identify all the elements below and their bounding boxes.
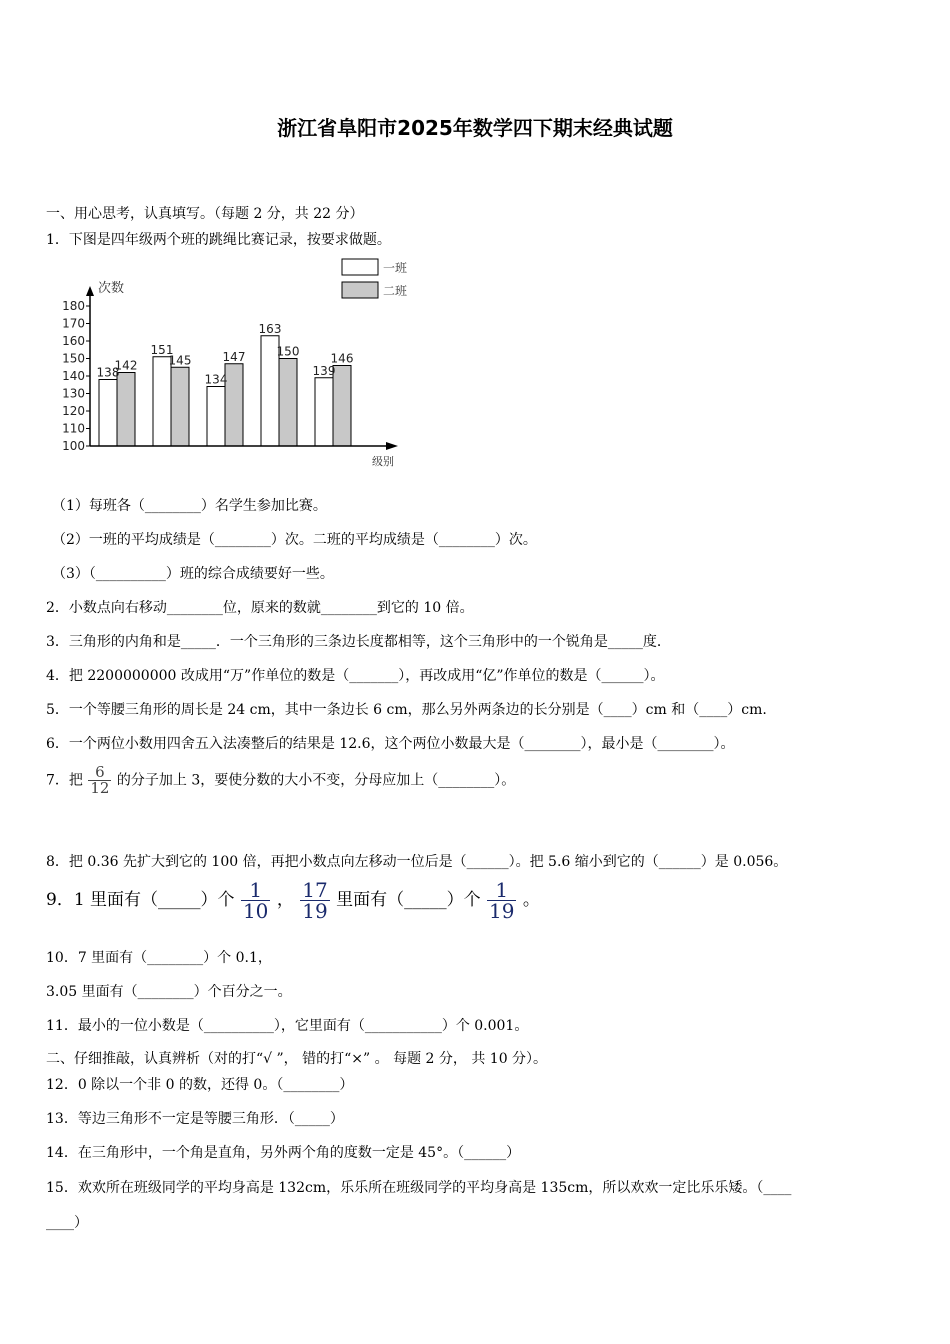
bar-value-label: 138: [96, 365, 120, 380]
fraction-denominator: 10: [242, 899, 269, 923]
fraction-1-10: [241, 880, 270, 921]
chart-legend: [342, 259, 407, 298]
question-7-prefix: 7．把: [46, 772, 83, 789]
legend-label: 二班: [383, 284, 408, 298]
bar-class2: [117, 373, 135, 447]
question-13: 13．等边三角形不一定是等腰三角形．（_____）: [46, 1111, 344, 1127]
fraction-numerator: 1: [249, 878, 263, 902]
question-5: 5．一个等腰三角形的周长是 24 cm，其中一条边长 6 cm，那么另外两条边的长分别是（____）cm 和（____）cm.: [46, 702, 767, 718]
y-tick-label: 110: [62, 421, 85, 436]
fraction-denominator: 19: [488, 899, 515, 923]
question-14: 14．在三角形中，一个角是直角，另外两个角的度数一定是 45°。（______）: [46, 1145, 521, 1161]
y-tick-label: 180: [62, 299, 85, 313]
question-10-line-1: 10．7 里面有（________）个 0.1，: [46, 950, 272, 966]
fraction-6-12: [88, 765, 111, 796]
fraction-numerator: 6: [95, 763, 105, 781]
legend-label: 一班: [383, 261, 408, 275]
bar-value-label: 150: [276, 344, 300, 359]
question-1-part-2: （2）一班的平均成绩是（________）次。二班的平均成绩是（________）次。: [52, 532, 537, 548]
bar-class2: [225, 364, 243, 446]
page-title: 浙江省阜阳市2025年数学四下期末经典试题: [277, 116, 673, 140]
y-tick-label: 120: [62, 404, 85, 418]
bar-value-label: 163: [258, 321, 282, 336]
y-axis-label: 次数: [98, 281, 125, 296]
fraction-denominator: 12: [90, 779, 110, 797]
y-axis-arrow: [86, 286, 94, 296]
bar-class1: [99, 380, 117, 447]
question-15-line-1: 15．欢欢所在班级同学的平均身高是 132cm，乐乐所在班级同学的平均身高是 135cm，所以欢欢一定比乐乐矮。（____: [46, 1180, 792, 1196]
bar-class1: [315, 378, 333, 446]
bar-class2: [333, 366, 351, 447]
section-2-heading: 二、仔细推敲，认真辨析（对的打“√ ”， 错的打“×” 。 每题 2 分， 共 10 分）。: [46, 1051, 548, 1067]
bar-class2: [171, 367, 189, 446]
question-1: 1．下图是四年级两个班的跳绳比赛记录，按要求做题。: [46, 232, 391, 248]
question-1-part-1: （1）每班各（________）名学生参加比赛。: [52, 498, 327, 514]
question-2: 2．小数点向右移动________位，原来的数就________到它的 10 倍。: [46, 600, 474, 616]
y-tick-label: 170: [62, 316, 85, 331]
question-9-end: 。: [522, 890, 540, 910]
y-tick-label: 140: [62, 369, 85, 383]
question-9-middle: 里面有（_____）个: [336, 890, 481, 910]
bar-chart: [40, 250, 420, 475]
bar-value-label: 134: [204, 372, 228, 387]
bar-value-label: 146: [330, 351, 354, 366]
question-9-prefix: 9．1 里面有（_____）个: [46, 890, 235, 910]
question-1-part-3: （3）（__________）班的综合成绩要好一些。: [52, 566, 334, 582]
fraction-denominator: 19: [302, 899, 328, 923]
fraction-17-19: [300, 880, 329, 921]
bar-value-label: 142: [114, 358, 138, 373]
bar-value-label: 151: [150, 342, 174, 357]
question-12: 12．0 除以一个非 0 的数，还得 0。（________）: [46, 1077, 354, 1093]
bar-value-label: 145: [168, 353, 192, 368]
section-1-heading: 一、用心思考，认真填写。（每题 2 分，共 22 分）: [46, 206, 364, 222]
question-7: [46, 765, 515, 796]
question-4: 4．把 2200000000 改成用“万”作单位的数是（_______），再改成用“亿”作单位的数是（______）。: [46, 668, 665, 684]
question-9-separator: ，: [276, 890, 294, 910]
question-10-line-2: 3.05 里面有（________）个百分之一。: [46, 984, 292, 1000]
x-axis-label: 级别: [372, 455, 394, 468]
bar-class2: [279, 359, 297, 447]
y-tick-label: 150: [62, 351, 85, 366]
fraction-1-19: [487, 880, 516, 921]
question-15-line-2: ____）: [46, 1215, 88, 1231]
legend-swatch: [342, 259, 378, 275]
x-axis-arrow: [386, 442, 398, 450]
question-3: 3．三角形的内角和是_____．一个三角形的三条边长度都相等，这个三角形中的一个锐角是_____度．: [46, 634, 671, 650]
y-tick-label: 130: [62, 386, 85, 401]
question-9: [46, 880, 540, 921]
fraction-numerator: 1: [495, 878, 509, 902]
y-tick-label: 160: [62, 334, 85, 348]
question-8: 8．把 0.36 先扩大到它的 100 倍，再把小数点向左移动一位后是（______）。把 5.6 缩小到它的（______）是 0.056。: [46, 854, 788, 870]
question-6: 6．一个两位小数用四舍五入法凑整后的结果是 12.6，这个两位小数最大是（________），最小是（________）。: [46, 736, 735, 752]
legend-swatch: [342, 282, 378, 298]
bar-class1: [207, 387, 225, 447]
question-7-suffix: 的分子加上 3，要使分数的大小不变，分母应加上（________）。: [116, 772, 516, 789]
y-tick-label: 100: [62, 439, 85, 453]
bar-value-label: 139: [312, 363, 336, 378]
fraction-numerator: 17: [302, 878, 328, 902]
bar-value-label: 147: [222, 349, 246, 364]
question-11: 11．最小的一位小数是（__________），它里面有（___________）个 0.001。: [46, 1018, 529, 1034]
bar-class1: [153, 357, 171, 446]
